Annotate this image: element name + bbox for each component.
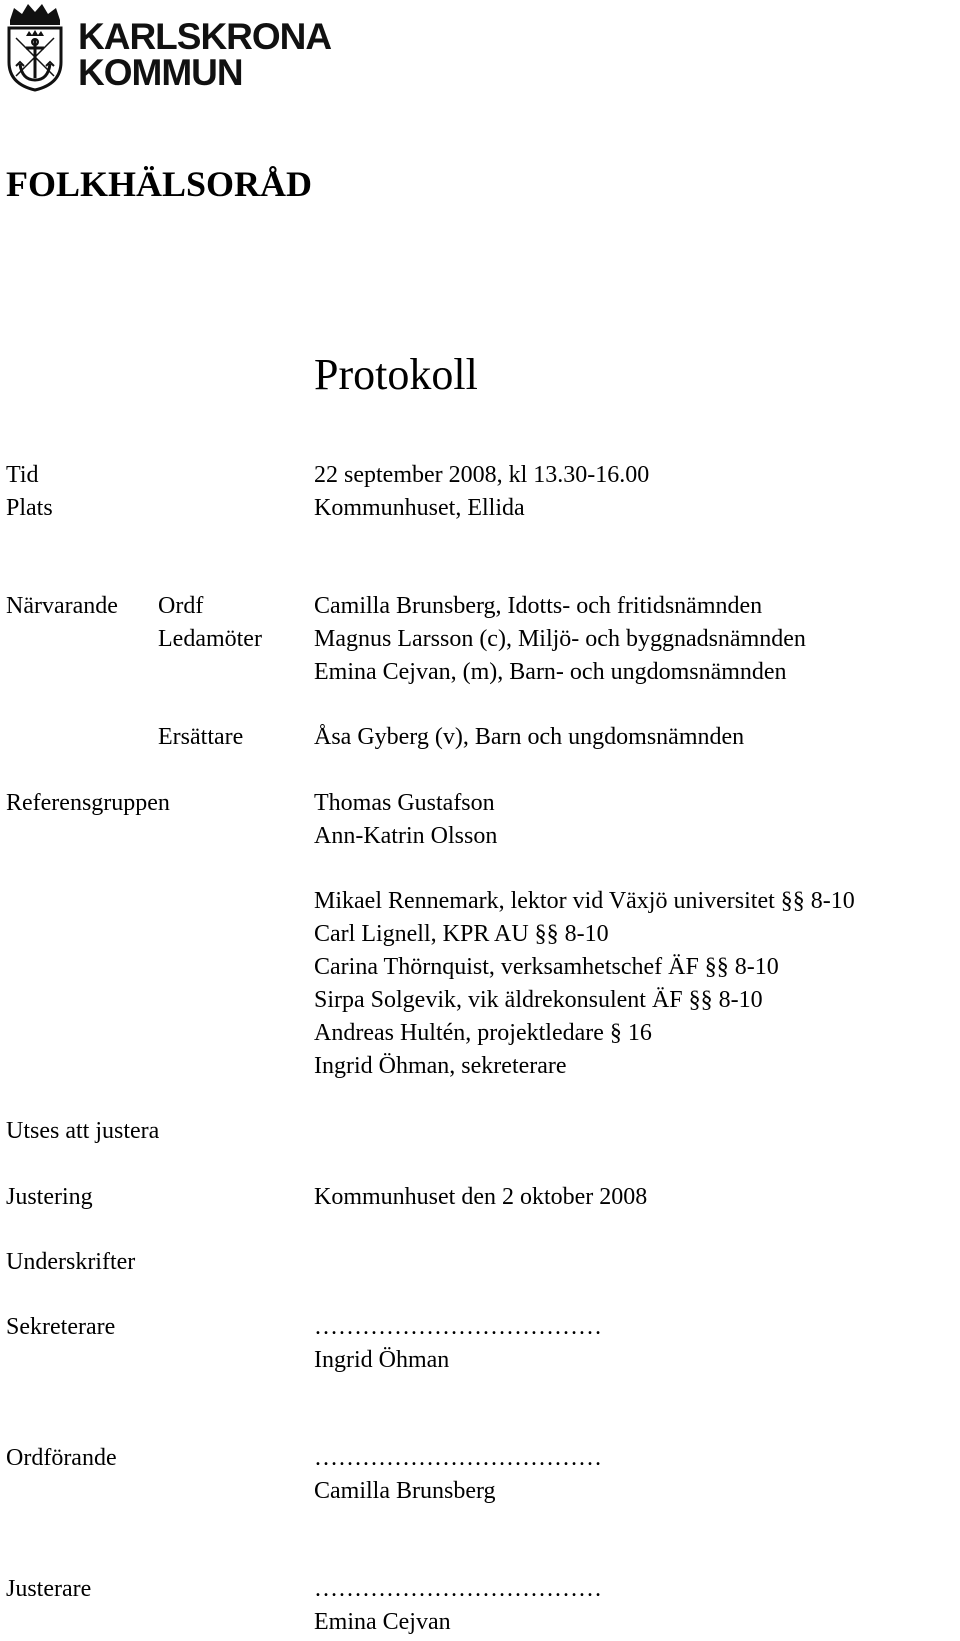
signature-role: Sekreterare (6, 1314, 116, 1340)
ersattare-label: Ersättare (158, 724, 244, 750)
ordf-label: Ordf (158, 593, 204, 619)
signature-name: Camilla Brunsberg (314, 1478, 496, 1504)
underskrifter-label: Underskrifter (6, 1249, 136, 1275)
utses-label: Utses att justera (6, 1118, 160, 1144)
attendee-item: Ingrid Öhman, sekreterare (314, 1053, 567, 1079)
tid-value: 22 september 2008, kl 13.30-16.00 (314, 462, 650, 488)
justering-label: Justering (6, 1184, 93, 1210)
referensgruppen-member: Thomas Gustafson (314, 790, 495, 816)
attendee-item: Carl Lignell, KPR AU §§ 8-10 (314, 921, 609, 947)
referensgruppen-label: Referensgruppen (6, 790, 170, 816)
attendee-item: Mikael Rennemark, lektor vid Växjö universitet §§ 8-10 (314, 888, 855, 914)
attendee-item: Sirpa Solgevik, vik äldrekonsulent ÄF §§ 8-10 (314, 987, 763, 1013)
document-title: Protokoll (314, 350, 478, 399)
ledamot-item: Emina Cejvan, (m), Barn- och ungdomsnämnden (314, 659, 787, 685)
signature-line: ……………………………… (314, 1314, 602, 1340)
narvarande-label: Närvarande (6, 593, 118, 619)
organization-heading: FOLKHÄLSORÅD (6, 164, 313, 204)
signature-line: ……………………………… (314, 1445, 602, 1471)
logo-line-1: KARLSKRONA (78, 16, 332, 57)
tid-label: Tid (6, 462, 39, 488)
signature-line: ……………………………… (314, 1576, 602, 1602)
logo-line-2: KOMMUN (78, 52, 243, 93)
attendee-item: Carina Thörnquist, verksamhetschef ÄF §§ 8-10 (314, 954, 779, 980)
ordf-value: Camilla Brunsberg, Idotts- och fritidsnämnden (314, 593, 763, 619)
ersattare-value: Åsa Gyberg (v), Barn och ungdomsnämnden (314, 724, 745, 750)
attendee-item: Andreas Hultén, projektledare § 16 (314, 1020, 652, 1046)
coat-of-arms-icon (4, 2, 66, 92)
signature-name: Emina Cejvan (314, 1609, 451, 1635)
justering-value: Kommunhuset den 2 oktober 2008 (314, 1184, 648, 1210)
plats-label: Plats (6, 495, 53, 521)
ledamot-item: Magnus Larsson (c), Miljö- och byggnadsnämnden (314, 626, 806, 652)
plats-value: Kommunhuset, Ellida (314, 495, 525, 521)
signature-name: Ingrid Öhman (314, 1347, 450, 1373)
signature-role: Ordförande (6, 1445, 117, 1471)
ledamoter-label: Ledamöter (158, 626, 262, 652)
signature-role: Justerare (6, 1576, 92, 1602)
referensgruppen-member: Ann-Katrin Olsson (314, 823, 498, 849)
municipality-logo (4, 2, 344, 92)
